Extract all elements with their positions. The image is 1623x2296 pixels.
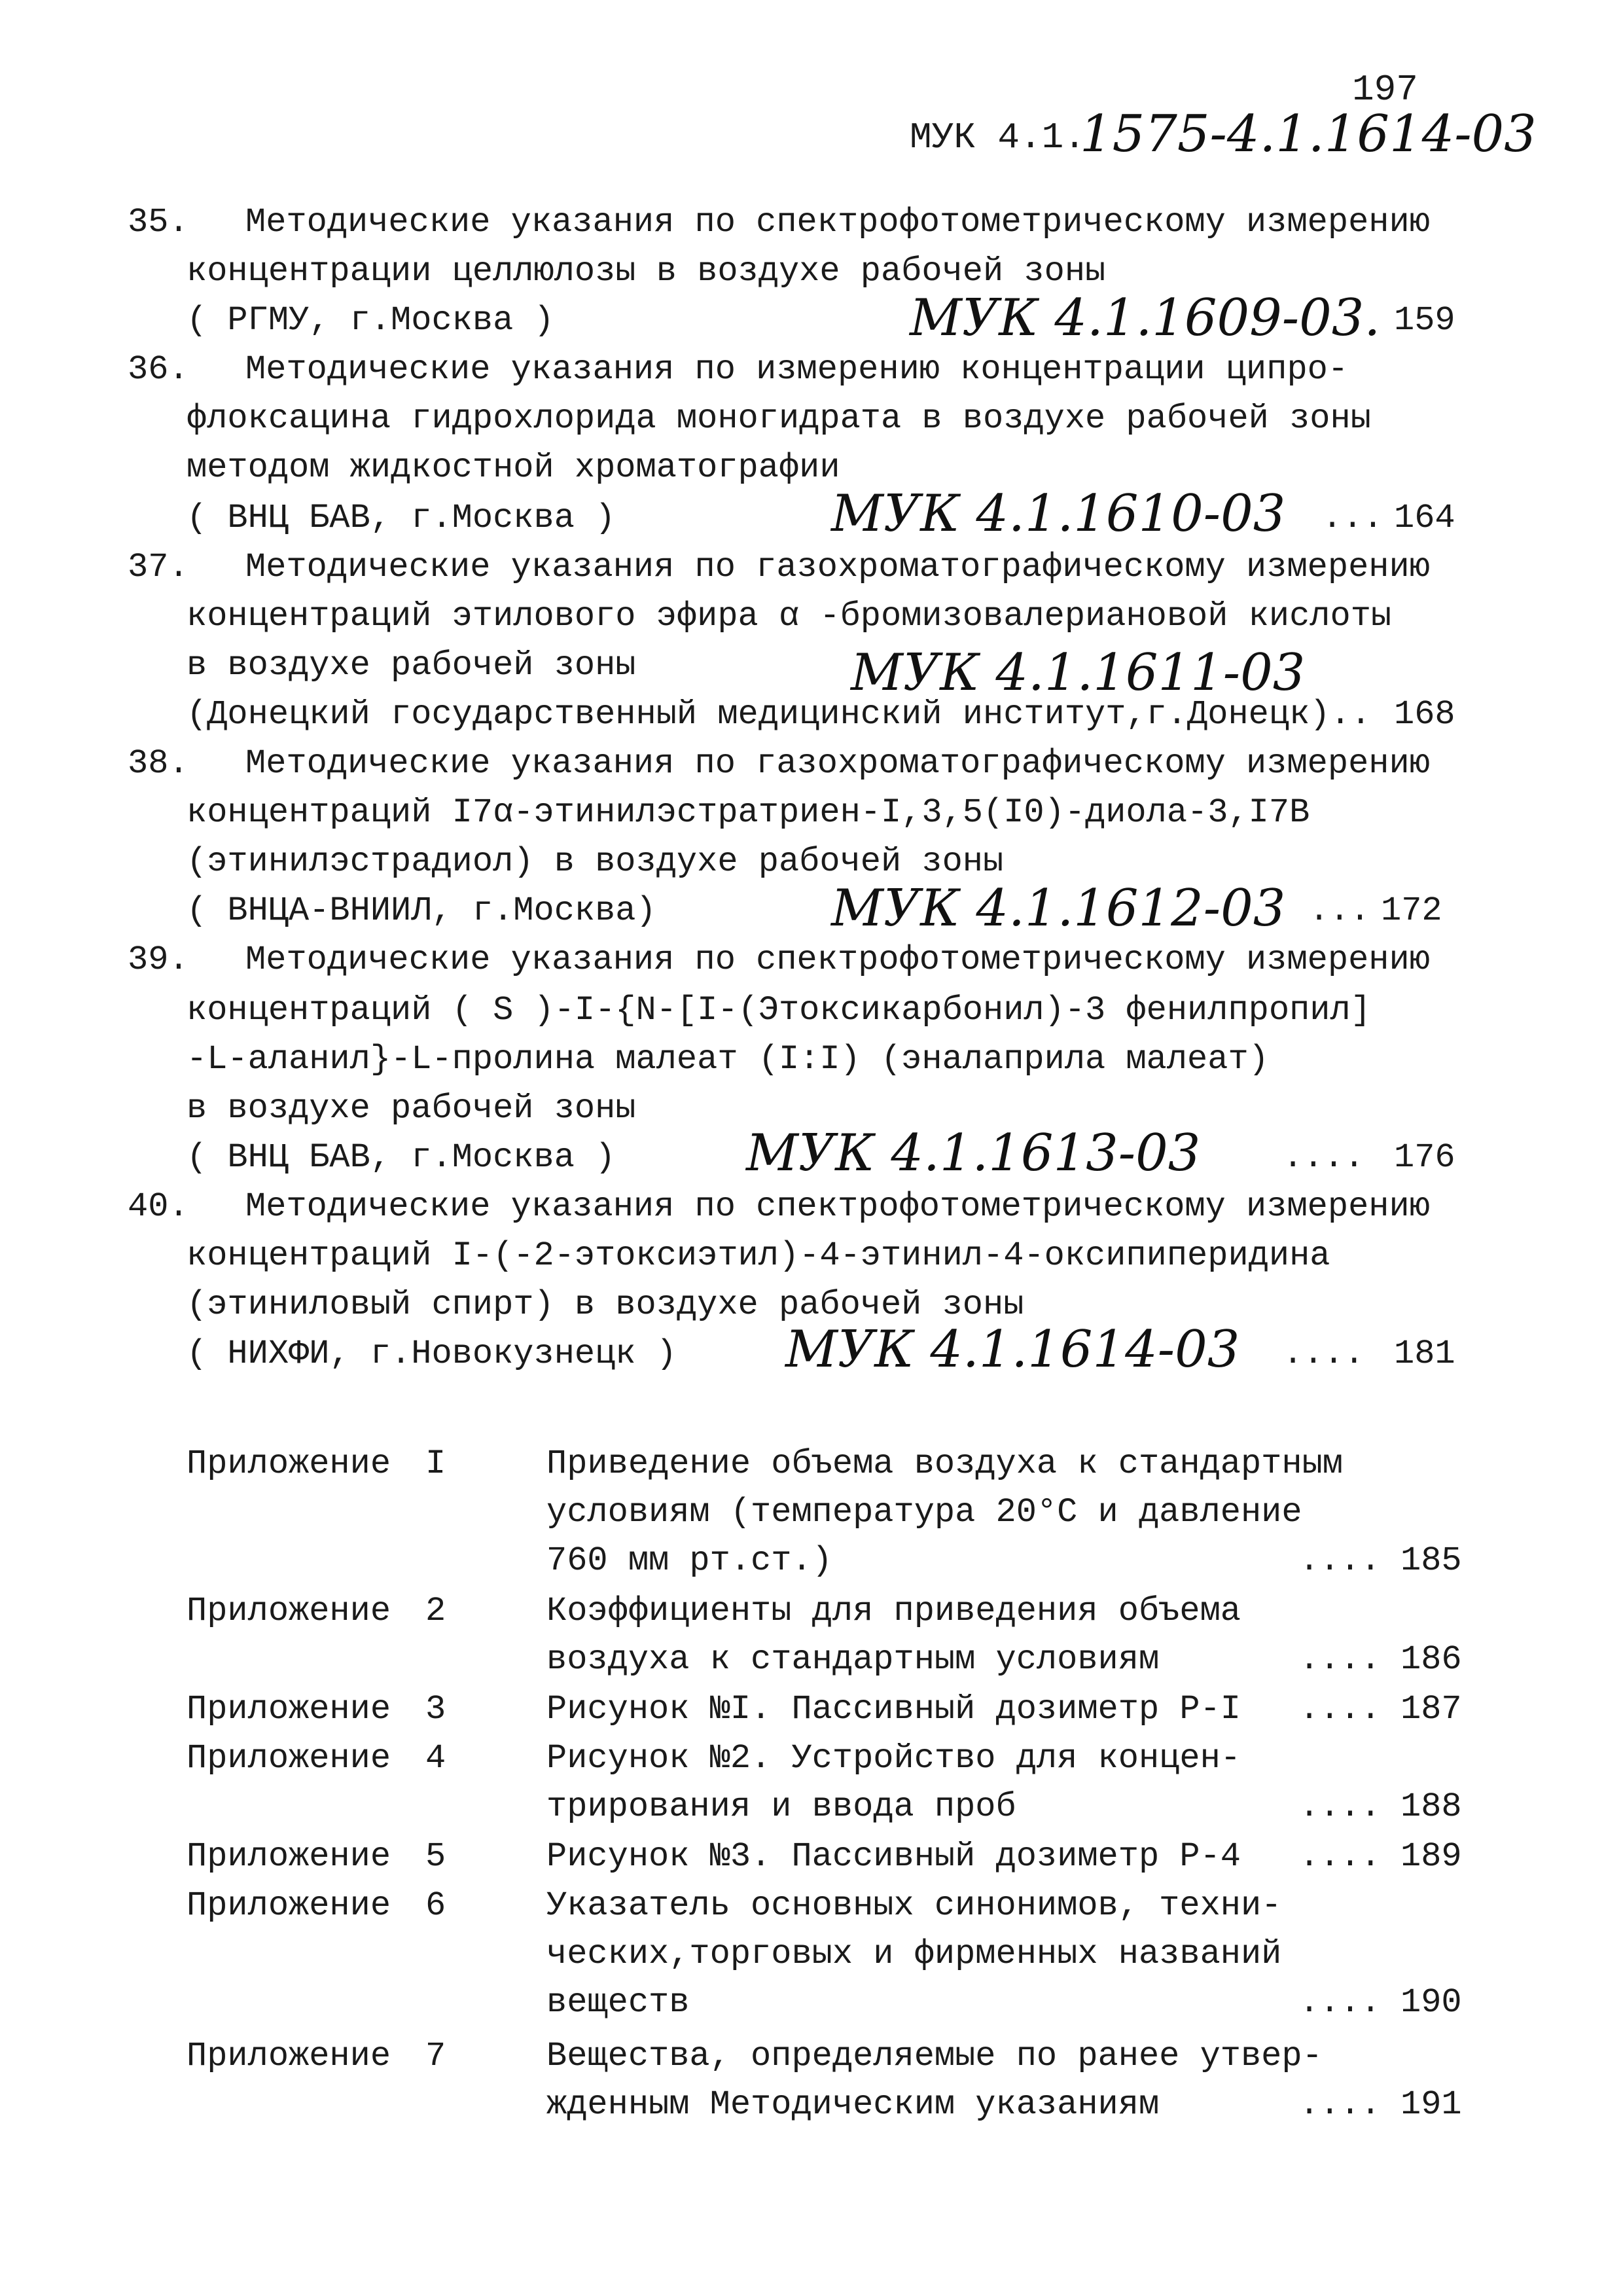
appendix-line: жденным Методическим указаниям (546, 2085, 1160, 2124)
entry-handwritten-code: МУК 4.1.1611-03 (851, 643, 1306, 702)
appendix-line: Указатель основных синонимов, техни- (546, 1886, 1282, 1925)
entry-line: методом жидкостной хроматографии (187, 448, 840, 487)
appendix-number: 6 (425, 1886, 446, 1925)
entry-line: в воздухе рабочей зоны (187, 1089, 636, 1128)
entry-number: 35. (128, 203, 189, 242)
appendix-page: 189 (1400, 1837, 1462, 1876)
appendix-label: Приложение (187, 1690, 391, 1729)
page-number: 197 (1352, 69, 1418, 111)
entry-line: Методические указания по спектрофотометрическому измерению (245, 1187, 1430, 1226)
entry-dots: ... (1322, 499, 1383, 537)
entry-line: концентрации целлюлозы в воздухе рабочей зоны (187, 252, 1106, 291)
entry-line: Методические указания по газохроматографическому измерению (245, 744, 1430, 783)
appendix-line: ческих,торговых и фирменных названий (546, 1935, 1282, 1973)
appendix-page: 191 (1400, 2085, 1462, 2124)
appendix-label: Приложение (187, 1837, 391, 1876)
entry-number: 37. (128, 548, 189, 586)
appendix-label: Приложение (187, 1886, 391, 1925)
entry-line: Методические указания по спектрофотометрическому измерению (245, 941, 1430, 979)
appendix-line: веществ (546, 1983, 690, 2022)
appendix-line: Приведение объема воздуха к стандартным (546, 1444, 1343, 1483)
appendix-label: Приложение (187, 2037, 391, 2075)
entry-page: 159 (1394, 301, 1455, 340)
appendix-number: 2 (425, 1592, 446, 1630)
entry-handwritten-code: МУК 4.1.1614-03 (785, 1320, 1240, 1379)
appendix-label: Приложение (187, 1592, 391, 1630)
appendix-dots: .... (1299, 1983, 1381, 2022)
entry-org: ( ВНЦ БАВ, г.Москва ) (187, 499, 616, 537)
appendix-line: Коэффициенты для приведения объема (546, 1592, 1241, 1630)
appendix-line: Рисунок №3. Пассивный дозиметр Р-4 (546, 1837, 1241, 1876)
entry-line: концентраций этилового эфира α -бромизовалериановой кислоты (187, 597, 1392, 636)
entry-number: 39. (128, 941, 189, 979)
appendix-number: 5 (425, 1837, 446, 1876)
entry-line: концентраций ( S )-I-{N-[I-(Этоксикарбонил)-3 фенилпропил] (187, 991, 1371, 1030)
entry-line: (этиниловый спирт) в воздухе рабочей зоны (187, 1285, 1024, 1324)
appendix-dots: .... (1299, 2085, 1381, 2124)
appendix-line: Рисунок №I. Пассивный дозиметр Р-I (546, 1690, 1241, 1729)
appendix-label: Приложение (187, 1739, 391, 1778)
appendix-line: Вещества, определяемые по ранее утвер- (546, 2037, 1323, 2075)
entry-line: флоксацина гидрохлорида моногидрата в воздухе рабочей зоны (187, 399, 1371, 438)
appendix-line: Рисунок №2. Устройство для концен- (546, 1739, 1241, 1778)
entry-org: ( ВНЦ БАВ, г.Москва ) (187, 1138, 616, 1177)
entry-number: 38. (128, 744, 189, 783)
entry-dots: .... (1283, 1335, 1364, 1373)
appendix-number: I (425, 1444, 446, 1483)
appendix-line: воздуха к стандартным условиям (546, 1640, 1160, 1679)
entry-line: -L-аланил}-L-пролина малеат (I:I) (эналаприла малеат) (187, 1040, 1269, 1079)
appendix-dots: .... (1299, 1640, 1381, 1679)
appendix-dots: .... (1299, 1787, 1381, 1826)
entry-number: 40. (128, 1187, 189, 1226)
entry-line: Методические указания по спектрофотометрическому измерению (245, 203, 1430, 242)
entry-org: (Донецкий государственный медицинский институт,г.Донецк).. (187, 695, 1371, 734)
doc-code-handwritten: 1575-4.1.1614-03 (1080, 105, 1537, 164)
appendix-page: 190 (1400, 1983, 1462, 2022)
appendix-page: 185 (1400, 1541, 1462, 1580)
entry-handwritten-code: МУК 4.1.1612-03 (831, 879, 1286, 938)
entry-org: ( РГМУ, г.Москва ) (187, 301, 554, 340)
entry-line: в воздухе рабочей зоны (187, 646, 636, 685)
entry-page: 168 (1394, 695, 1455, 734)
appendix-page: 186 (1400, 1640, 1462, 1679)
entry-line: Методические указания по измерению концентрации ципро- (245, 350, 1349, 389)
entry-handwritten-code: МУК 4.1.1613-03 (746, 1124, 1201, 1183)
entry-org: ( ВНЦА-ВНИИЛ, г.Москва) (187, 891, 656, 930)
doc-code-printed: МУК 4.1. (910, 117, 1086, 158)
appendix-line: условиям (температура 20°С и давление (546, 1493, 1302, 1532)
entry-line: Методические указания по газохроматографическому измерению (245, 548, 1430, 586)
entry-page: 181 (1394, 1335, 1455, 1373)
appendix-line: трирования и ввода проб (546, 1787, 1016, 1826)
appendix-dots: .... (1299, 1690, 1381, 1729)
entry-dots: ... (1309, 891, 1370, 930)
appendix-line: 760 мм рт.ст.) (546, 1541, 832, 1580)
entry-page: 176 (1394, 1138, 1455, 1177)
entry-line: концентраций I-(-2-этоксиэтил)-4-этинил-4-оксипиперидина (187, 1236, 1330, 1275)
entry-number: 36. (128, 350, 189, 389)
appendix-page: 187 (1400, 1690, 1462, 1729)
entry-line: (этинилэстрадиол) в воздухе рабочей зоны (187, 842, 1004, 881)
entry-dots: .... (1283, 1138, 1364, 1177)
entry-org: ( НИХФИ, г.Новокузнецк ) (187, 1335, 677, 1373)
appendix-dots: .... (1299, 1541, 1381, 1580)
appendix-dots: .... (1299, 1837, 1381, 1876)
appendix-label: Приложение (187, 1444, 391, 1483)
entry-handwritten-code: МУК 4.1.1609-03. (910, 289, 1381, 348)
appendix-page: 188 (1400, 1787, 1462, 1826)
entry-line: концентраций I7α-этинилэстратриен-I,3,5(I0)-диола-3,I7В (187, 793, 1310, 832)
entry-page: 172 (1381, 891, 1442, 930)
entry-handwritten-code: МУК 4.1.1610-03 (831, 484, 1286, 543)
entry-page: 164 (1394, 499, 1455, 537)
appendix-number: 3 (425, 1690, 446, 1729)
appendix-number: 7 (425, 2037, 446, 2075)
appendix-number: 4 (425, 1739, 446, 1778)
